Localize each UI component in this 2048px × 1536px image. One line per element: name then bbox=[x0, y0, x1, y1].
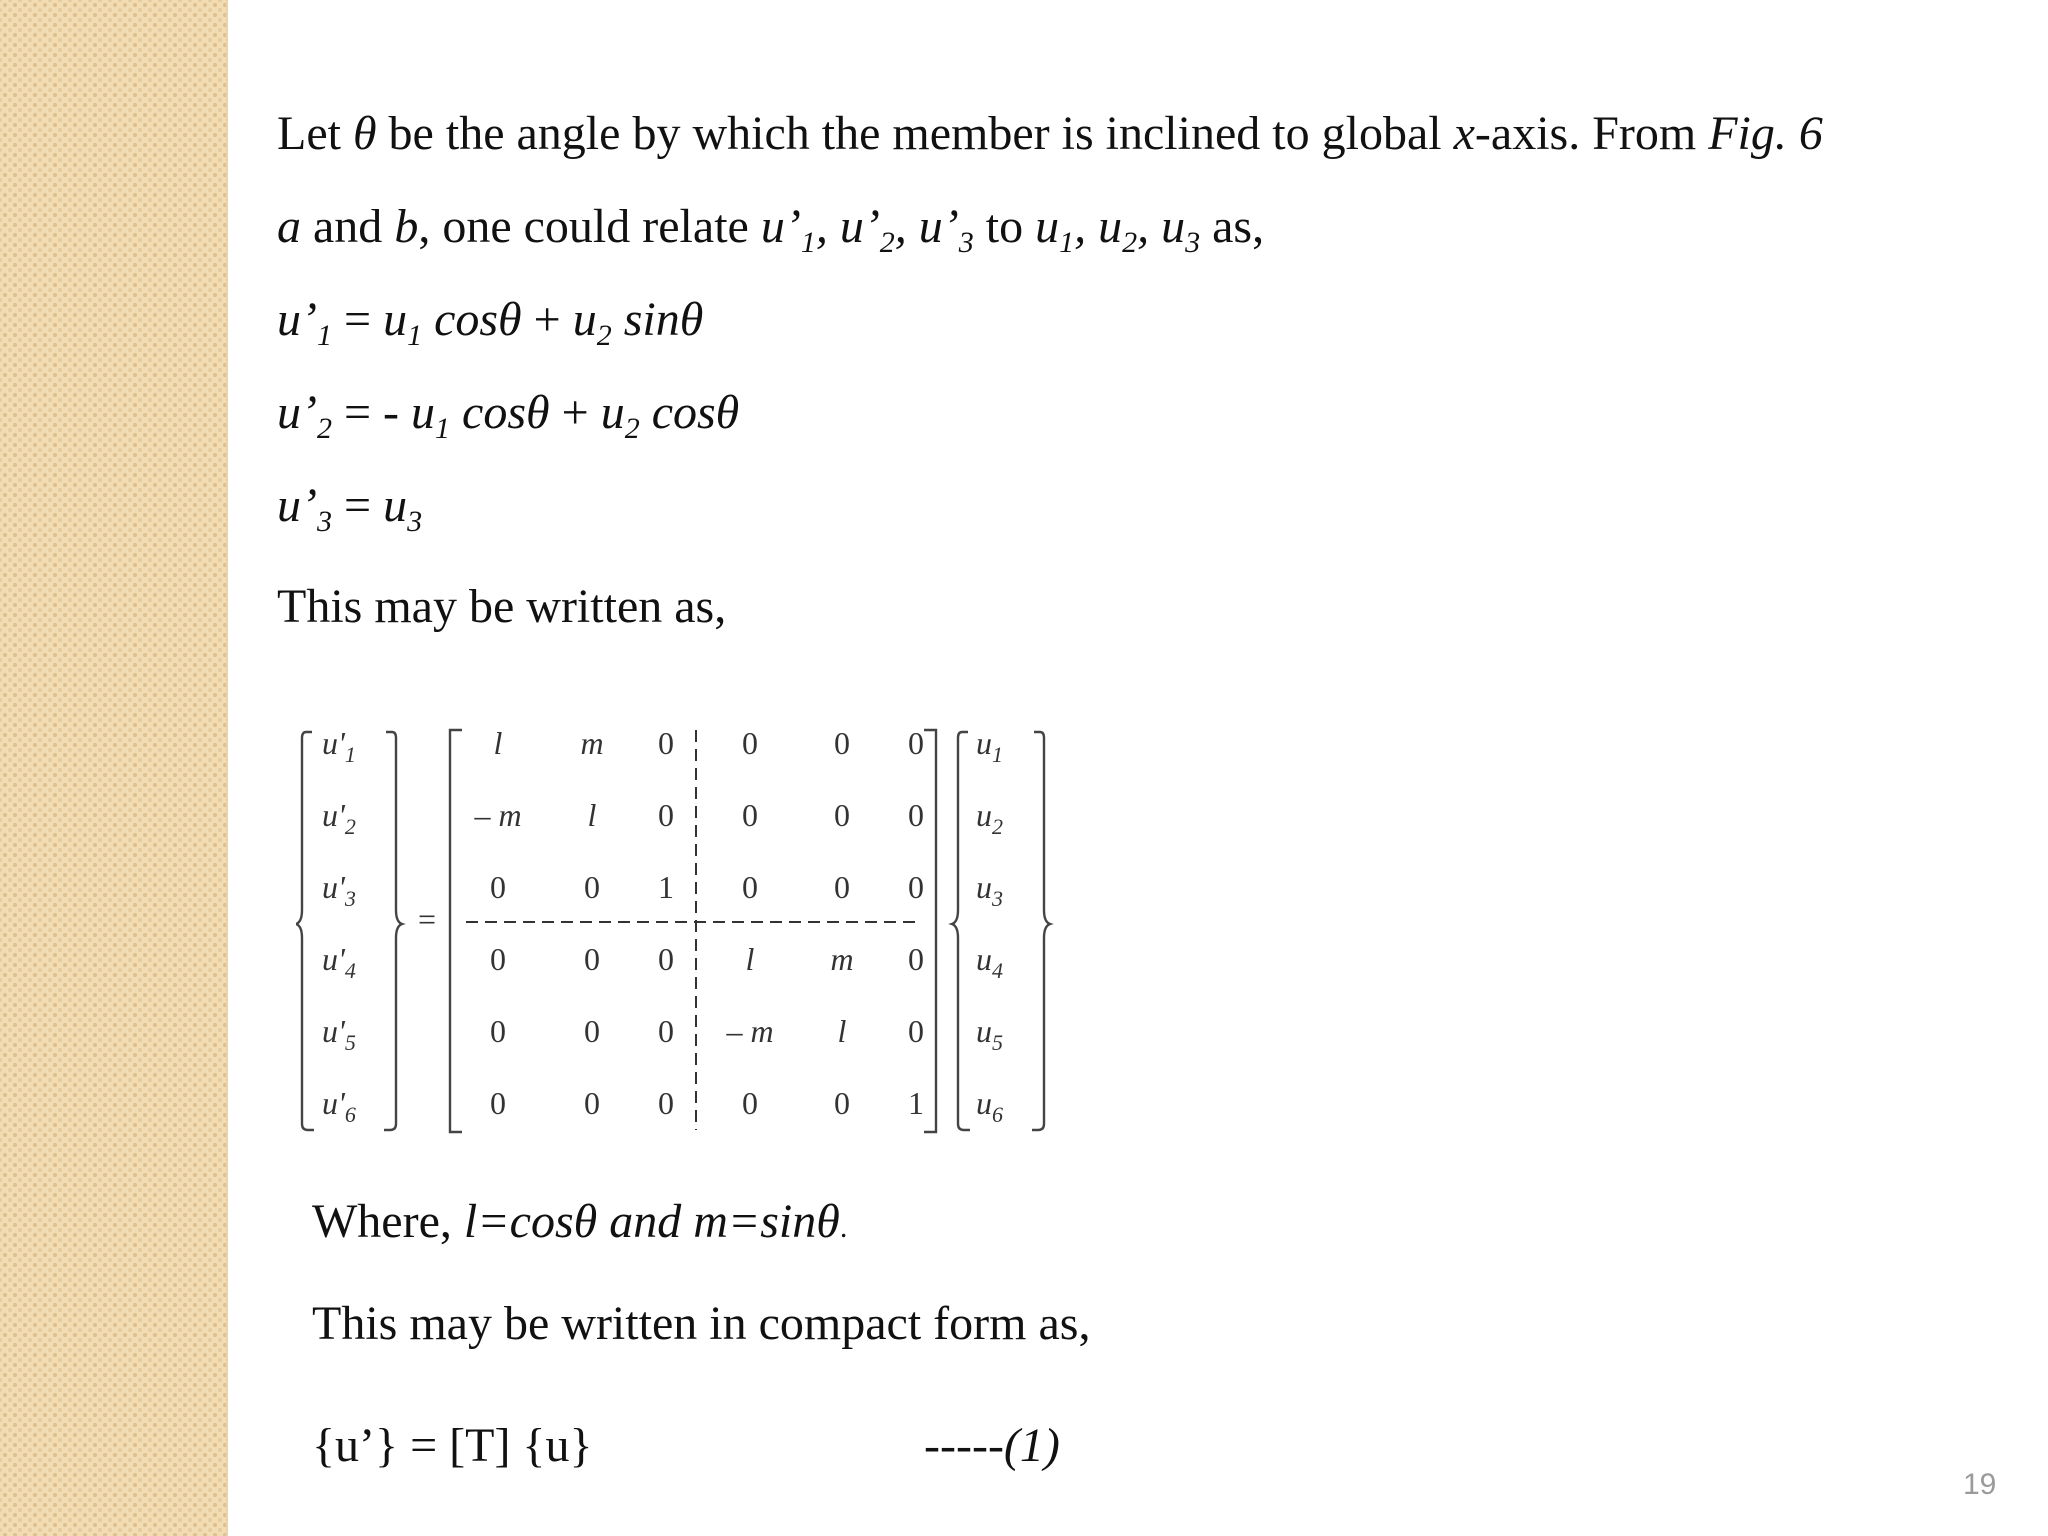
equation-label: (1) bbox=[1003, 1419, 1060, 1472]
compact-intro-text: This may be written in compact form as, bbox=[312, 1297, 1091, 1350]
lhs-vector-entry: $u'_5$ bbox=[322, 1013, 356, 1055]
matrix-cell-r3-c1: 0 bbox=[490, 869, 506, 905]
matrix-cell-r2-c4: 0 bbox=[742, 797, 758, 833]
matrix-cell-r5-c2: 0 bbox=[584, 1013, 600, 1049]
equation-u2-prime: $u’_2$ = - $u_1$ $\cos\theta + u_2$ cosθ bbox=[277, 386, 740, 445]
where-line: Where, l=cosθ and m=sinθ. bbox=[312, 1195, 848, 1248]
equation-dashes: ----- bbox=[924, 1419, 1004, 1472]
matrix-cell-r2-c1: – m bbox=[474, 797, 522, 833]
matrix-cell-r1-c2: m bbox=[580, 725, 604, 761]
matrix-cell-r6-c2: 0 bbox=[584, 1085, 600, 1121]
matrix-cell-r4-c4: l bbox=[745, 941, 755, 977]
matrix-cell-r5-c4: – m bbox=[726, 1013, 774, 1049]
equation-u1-prime: $u’_1 = u_1$ $\cos\theta + u_2$ sinθ bbox=[277, 293, 704, 352]
matrix-cell-r6-c5: 0 bbox=[834, 1085, 850, 1121]
matrix-cell-r3-c5: 0 bbox=[834, 869, 850, 905]
matrix-cell-r3-c3: 1 bbox=[658, 869, 674, 905]
matrix-cell-r6-c3: 0 bbox=[658, 1085, 674, 1121]
matrix-cell-r5-c1: 0 bbox=[490, 1013, 506, 1049]
matrix-cell-r6-c6: 1 bbox=[908, 1085, 924, 1121]
lhs-vector-entry: $u'_3$ bbox=[322, 869, 356, 911]
written-as-text: This may be written as, bbox=[277, 580, 727, 633]
rhs-vector-entry: $u_3$ bbox=[976, 869, 1003, 911]
matrix-cell-r3-c6: 0 bbox=[908, 869, 924, 905]
lhs-vector-entry: $u'_2$ bbox=[322, 797, 356, 839]
matrix-cell-r2-c5: 0 bbox=[834, 797, 850, 833]
lhs-vector-entry: $u'_4$ bbox=[322, 941, 356, 983]
matrix-cell-r1-c1: l bbox=[493, 725, 503, 761]
matrix-cell-r3-c4: 0 bbox=[742, 869, 758, 905]
matrix-cell-r4-c3: 0 bbox=[658, 941, 674, 977]
matrix-cell-r3-c2: 0 bbox=[584, 869, 600, 905]
matrix-cell-r6-c1: 0 bbox=[490, 1085, 506, 1121]
lhs-vector-entry: $u'_6$ bbox=[322, 1085, 356, 1127]
rhs-vector-entry: $u_4$ bbox=[976, 941, 1003, 983]
intro-line-1: Let θ be the angle by which the member is inclined to global x-axis. From Fig. 6 bbox=[277, 107, 1823, 160]
rhs-vector-entry: $u_1$ bbox=[976, 725, 1003, 767]
compact-equation: {u’} = [T] {u} -----(1) bbox=[312, 1419, 1060, 1472]
equals-sign: = bbox=[418, 901, 437, 937]
matrix-cell-r1-c4: 0 bbox=[742, 725, 758, 761]
decorative-sidebar bbox=[0, 0, 228, 1536]
transformation-matrix-equation bbox=[296, 708, 1076, 1148]
page-number: 19 bbox=[1963, 1468, 1997, 1501]
lhs-brace bbox=[296, 732, 402, 1130]
matrix-cell-r5-c6: 0 bbox=[908, 1013, 924, 1049]
matrix-cell-r2-c2: l bbox=[587, 797, 597, 833]
matrix-bracket bbox=[450, 730, 936, 1132]
matrix-cell-r5-c5: l bbox=[837, 1013, 847, 1049]
matrix-cell-r2-c6: 0 bbox=[908, 797, 924, 833]
matrix-cell-r1-c3: 0 bbox=[658, 725, 674, 761]
matrix-cell-r1-c6: 0 bbox=[908, 725, 924, 761]
matrix-cell-r4-c1: 0 bbox=[490, 941, 506, 977]
matrix-cell-r6-c4: 0 bbox=[742, 1085, 758, 1121]
rhs-vector-entry: $u_2$ bbox=[976, 797, 1003, 839]
matrix-cell-r5-c3: 0 bbox=[658, 1013, 674, 1049]
equation-u3-prime: $u’_3 = u_3$ bbox=[277, 479, 423, 538]
matrix-cell-r4-c2: 0 bbox=[584, 941, 600, 977]
matrix-cell-r2-c3: 0 bbox=[658, 797, 674, 833]
lhs-vector-entry: $u'_1$ bbox=[322, 725, 356, 767]
matrix-cell-r4-c5: m bbox=[830, 941, 854, 977]
matrix-cell-r1-c5: 0 bbox=[834, 725, 850, 761]
rhs-vector-entry: $u_6$ bbox=[976, 1085, 1003, 1127]
matrix-cell-r4-c6: 0 bbox=[908, 941, 924, 977]
rhs-brace bbox=[952, 732, 1050, 1130]
intro-line-2: a and b, one could relate $u’_1$, $u’_2$, $u’_3$ to $u_1$, $u_2$, $u_3$ as, bbox=[277, 200, 1265, 259]
rhs-vector-entry: $u_5$ bbox=[976, 1013, 1003, 1055]
